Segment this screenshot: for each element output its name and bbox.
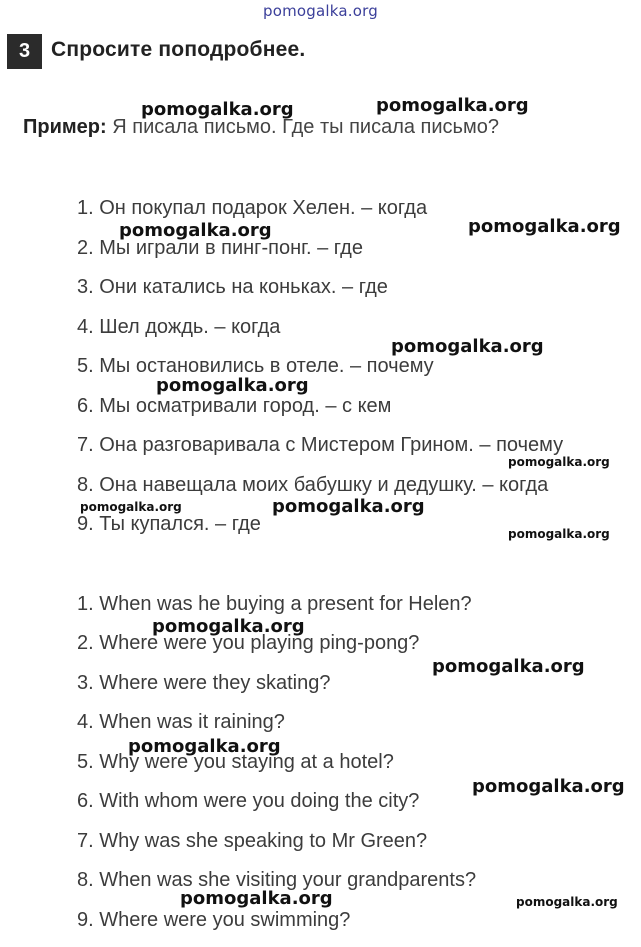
prompt-item: 5. Мы остановились в отеле. – почему — [77, 355, 434, 377]
watermark: pomogalka.org — [128, 736, 281, 757]
answer-item: 4. When was it raining? — [77, 711, 285, 733]
answer-item: 1. When was he buying a present for Helen? — [77, 593, 472, 615]
prompt-item: 3. Они катались на коньках. – где — [77, 276, 388, 298]
watermark: pomogalka.org — [432, 656, 585, 677]
prompt-item: 9. Ты купался. – где — [77, 513, 261, 535]
example-label: Пример: — [23, 116, 107, 138]
answer-item: 2. Where were you playing ping-pong? — [77, 632, 420, 654]
watermark: pomogalka.org — [141, 99, 294, 120]
answer-item: 6. With whom were you doing the city? — [77, 790, 420, 812]
example-text: Я писала письмо. Где ты писала письмо? — [112, 116, 499, 138]
answer-item: 5. Why were you staying at a hotel? — [77, 751, 394, 773]
watermark: pomogalka.org — [272, 496, 425, 517]
watermark: pomogalka.org — [391, 336, 544, 357]
watermark: pomogalka.org — [80, 500, 182, 514]
prompt-item: 8. Она навещала моих бабушку и дедушку. – когда — [77, 474, 549, 496]
watermark: pomogalka.org — [152, 616, 305, 637]
watermark: pomogalka.org — [508, 527, 610, 541]
watermark: pomogalka.org — [472, 776, 625, 797]
watermark: pomogalka.org — [468, 216, 621, 237]
prompt-item: 1. Он покупал подарок Хелен. – когда — [77, 197, 428, 219]
watermark: pomogalka.org — [156, 375, 309, 396]
prompt-item: 2. Мы играли в пинг-понг. – где — [77, 237, 363, 259]
exercise-title: Спросите поподробнее. — [51, 38, 306, 61]
prompt-item: 4. Шел дождь. – когда — [77, 316, 281, 338]
answer-item: 8. When was she visiting your grandparents? — [77, 869, 477, 891]
prompt-item: 7. Она разговаривала с Мистером Грином. – почему — [77, 434, 564, 456]
prompt-item: 6. Мы осматривали город. – с кем — [77, 395, 392, 417]
watermark: pomogalka.org — [516, 895, 618, 909]
watermark: pomogalka.org — [180, 888, 333, 909]
watermark: pomogalka.org — [376, 95, 529, 116]
answer-item: 9. Where were you swimming? — [77, 909, 351, 931]
answer-item: 3. Where were they skating? — [77, 672, 331, 694]
watermark: pomogalka.org — [508, 455, 610, 469]
answer-item: 7. Why was she speaking to Mr Green? — [77, 830, 428, 852]
watermark: pomogalka.org — [119, 220, 272, 241]
exercise-number-badge: 3 — [7, 34, 42, 69]
site-watermark-header: pomogalka.org — [263, 2, 378, 20]
